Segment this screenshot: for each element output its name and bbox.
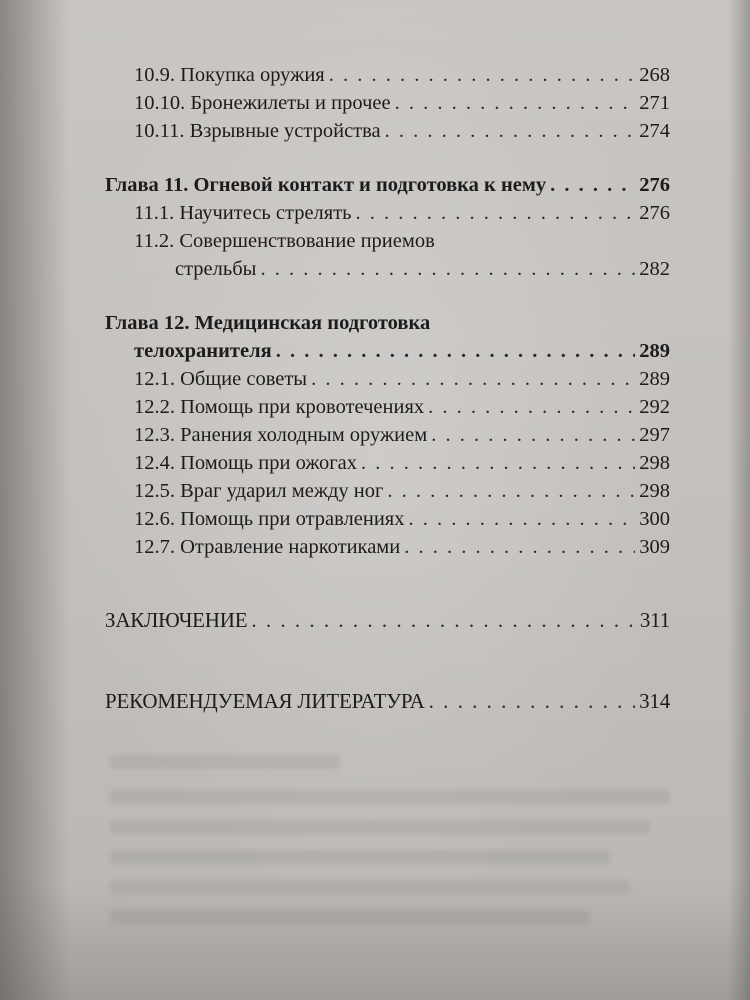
toc-page-number: 314 — [639, 689, 670, 713]
toc-page-number: 289 — [639, 368, 670, 390]
toc-entry-10-9 — [134, 60, 670, 90]
page-shadow-left — [0, 0, 70, 1000]
toc-chapter-title: Глава 11. Огневой контакт и подготовка к нему — [105, 174, 547, 196]
toc-entry-title: 10.11. Взрывные устройства — [134, 120, 381, 142]
toc-page-number: 289 — [639, 340, 670, 362]
toc-section-title: ЗАКЛЮЧЕНИЕ — [105, 608, 248, 632]
toc-entry-title: 10.10. Бронежилеты и прочее — [134, 92, 391, 114]
toc-entry-title: 12.2. Помощь при кровотечениях — [134, 396, 425, 418]
toc-entry-title: 12.6. Помощь при отравлениях — [134, 508, 405, 530]
toc-page-number: 311 — [639, 608, 670, 632]
toc-leader-dots — [550, 170, 635, 200]
toc-entry-title: стрельбы — [175, 258, 257, 280]
toc-entry-title: 12.7. Отравление наркотиками — [134, 536, 401, 558]
toc-entry-title: 10.9. Покупка оружия — [134, 64, 325, 86]
toc-entry-10-10 — [134, 88, 670, 118]
toc-leader-dots — [311, 364, 635, 394]
toc-leader-dots — [251, 605, 636, 635]
toc-page-number: 274 — [639, 120, 670, 142]
toc-page-number: 268 — [639, 64, 670, 86]
toc-leader-dots — [408, 504, 635, 534]
toc-leader-dots — [385, 116, 636, 146]
toc-section-title: РЕКОМЕНДУЕМАЯ ЛИТЕРАТУРА — [105, 689, 425, 713]
show-through-text — [110, 790, 670, 804]
toc-chapter-11 — [105, 170, 670, 200]
toc-leader-dots — [361, 448, 635, 478]
show-through-text — [110, 880, 630, 894]
toc-leader-dots — [429, 686, 635, 716]
toc-leader-dots — [329, 60, 636, 90]
show-through-text — [110, 820, 650, 834]
toc-entry-12-4 — [134, 448, 670, 478]
toc-entry-12-1 — [134, 364, 670, 394]
toc-entry-title: 12.5. Враг ударил между ног — [134, 480, 384, 502]
toc-entry-title: 12.4. Помощь при ожогах — [134, 452, 357, 474]
toc-entry-12-7 — [134, 532, 670, 562]
toc-leader-dots — [356, 198, 636, 228]
toc-entry-title: 12.1. Общие советы — [134, 368, 308, 390]
show-through-text — [110, 755, 340, 769]
toc-chapter-12-line1: Глава 12. Медицинская подготовка — [105, 312, 431, 334]
toc-page-number: 282 — [639, 258, 670, 280]
toc-entry-12-2 — [134, 392, 670, 422]
toc-page-number: 298 — [639, 480, 670, 502]
toc-leader-dots — [387, 476, 635, 506]
toc-page-number: 276 — [639, 202, 670, 224]
toc-chapter-title: телохранителя — [134, 340, 272, 362]
toc-entry-11-1 — [134, 198, 670, 228]
page-edge-right — [728, 0, 750, 1000]
page-shadow-bottom — [0, 880, 750, 1000]
toc-leader-dots — [276, 336, 636, 366]
toc-entry-10-11 — [134, 116, 670, 146]
toc-page-number: 300 — [639, 508, 670, 530]
toc-entry-title: 12.3. Ранения холодным оружием — [134, 424, 428, 446]
toc-leader-dots — [395, 88, 636, 118]
toc-entry-12-6 — [134, 504, 670, 534]
toc-leader-dots — [260, 254, 635, 284]
toc-leader-dots — [431, 420, 635, 450]
toc-page-number: 298 — [639, 452, 670, 474]
show-through-text — [110, 850, 610, 864]
toc-page-number: 309 — [639, 536, 670, 558]
toc-entry-12-5 — [134, 476, 670, 506]
toc-page-number: 297 — [639, 424, 670, 446]
toc-chapter-12 — [134, 336, 670, 366]
toc-entry-title: 11.1. Научитесь стрелять — [134, 202, 352, 224]
toc-literature — [105, 686, 670, 716]
toc-leader-dots — [404, 532, 635, 562]
toc-page-number: 271 — [639, 92, 670, 114]
toc-entry-12-3 — [134, 420, 670, 450]
toc-page-number: 292 — [639, 396, 670, 418]
toc-leader-dots — [428, 392, 635, 422]
toc-page-number: 276 — [639, 174, 670, 196]
toc-conclusion — [105, 605, 670, 635]
toc-entry-11-2 — [175, 254, 670, 284]
show-through-text — [110, 910, 590, 924]
toc-entry-11-2-line1: 11.2. Совершенствование приемов — [134, 230, 435, 252]
